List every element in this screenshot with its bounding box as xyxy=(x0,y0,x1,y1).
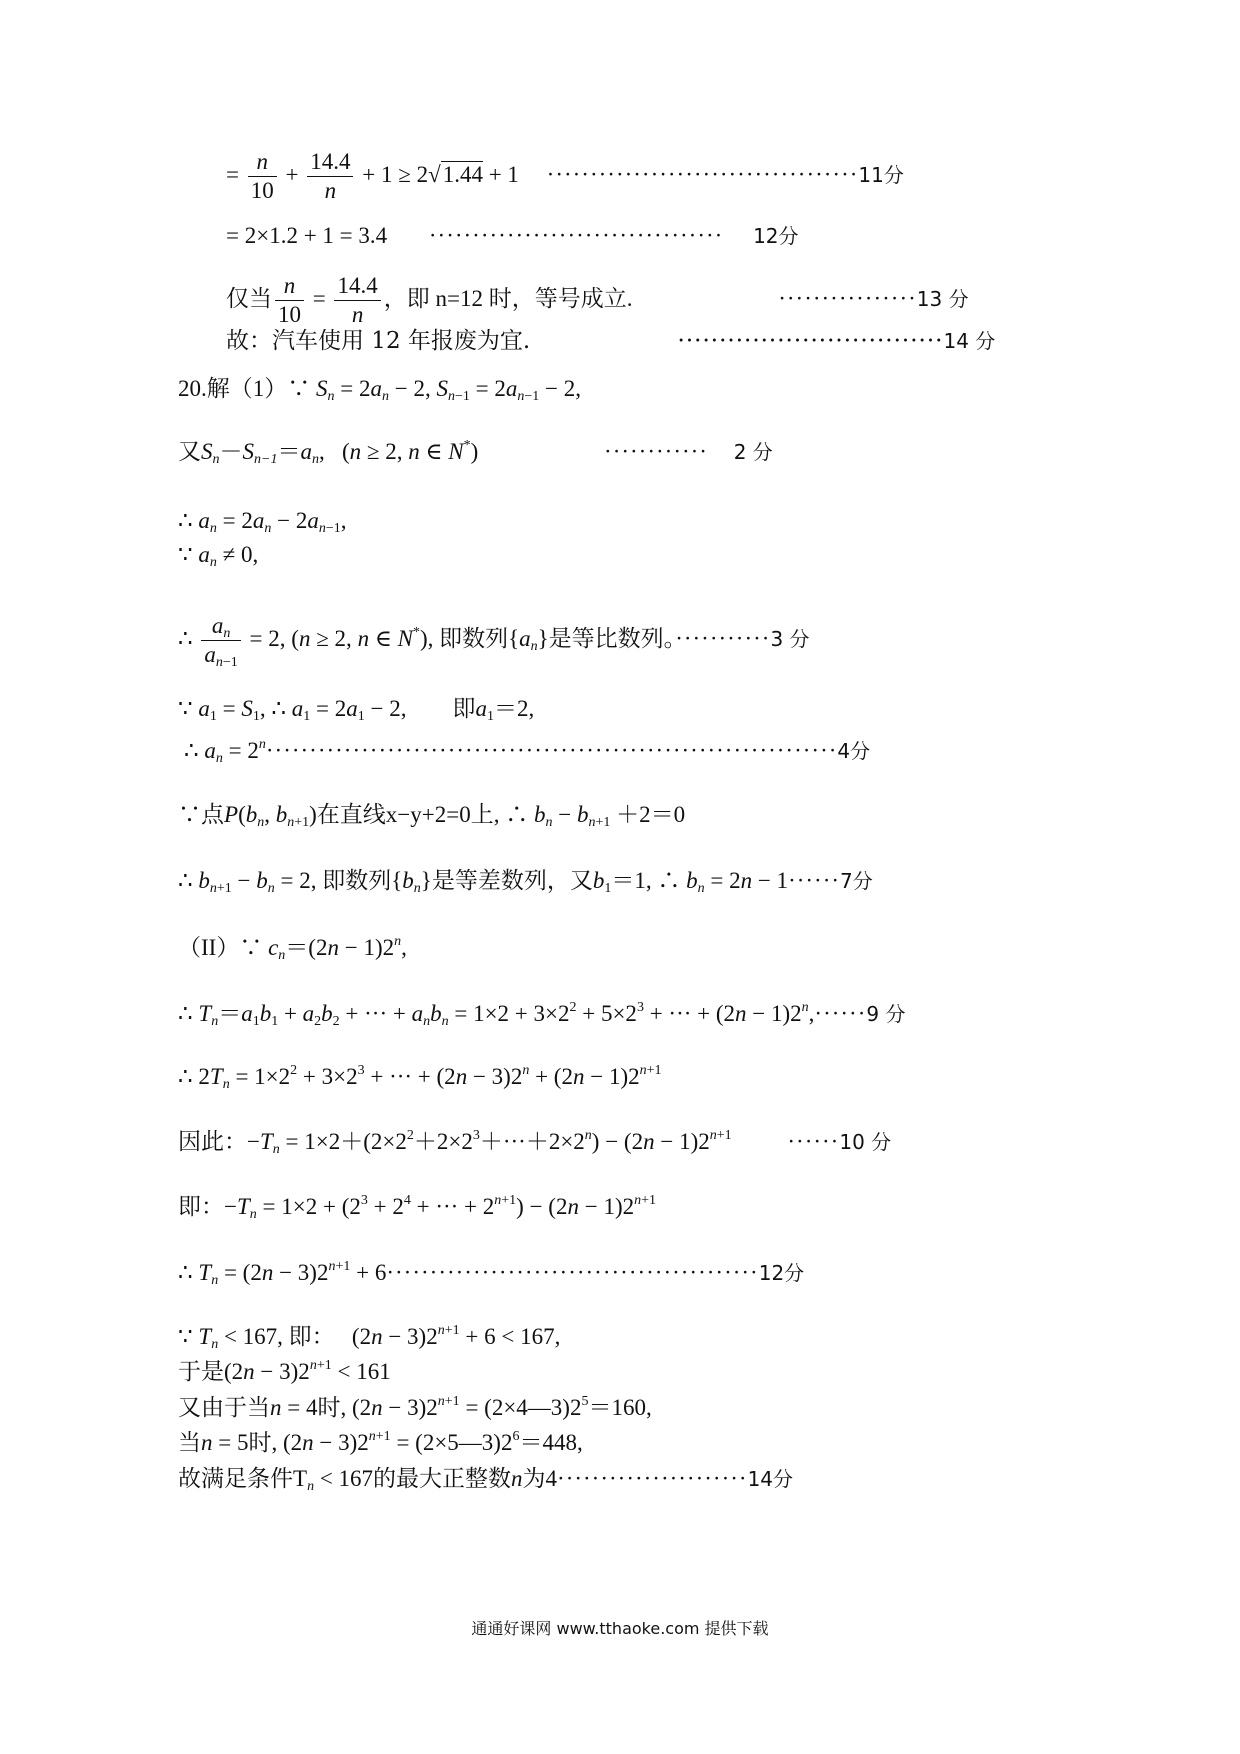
leader-dots: ································ xyxy=(677,328,944,354)
line-prefix: 仅当 xyxy=(226,285,272,311)
score-label: 14分 xyxy=(747,1467,794,1491)
score-label: 12分 xyxy=(753,224,799,248)
line-text: 故：汽车使用 12 年报废为宜. xyxy=(226,328,531,354)
solution-line-19: ∴ $T_n = (2n - 3)2^{n+1} + 6\cdot\cdot\cdot\cdot\cdot\cdot\cdot\cdot\cdot\cdot\cdot\cdot\cdot\cdot\cdot\cdot\cdot\cdot\cdot\cdot\cdot\cdot\cdot\cdot\cdot\cdot\cdot\cdot\cdot\cdot\cdot\cdot\cdot\cdot\cdot\cdot\cdot\cdot\cdot\cdot\cdot\cdot\cdot 12$分 xyxy=(178,1259,805,1288)
solution-line-24: 故满足条件$T_n < 167$的最大正整数n为4······················14分 xyxy=(178,1466,794,1494)
score-label: 14 分 xyxy=(943,329,996,353)
solution-line-16: ∴ $2T_n = 1\times 2^2 + 3\times 2^3$ + ··· + $(2n - 3)2^n + (2n - 1)2^{n+1}$ xyxy=(178,1063,662,1092)
score-label: 10 分 xyxy=(839,1130,892,1154)
score-label: 4分 xyxy=(837,739,871,763)
score-label: 12分 xyxy=(758,1261,805,1285)
leader-dots: ·································· xyxy=(428,223,724,248)
solution-line-17: 因此：$-T_n = 1\times 2+(2\times 2^2+2\times 2^3+\cdot\cdot\cdot+2\times 2^n) - (2n - 1)2^{n+1} \cdot\cdot\cdot\cdot\cdot\cdot 10$ 分 xyxy=(178,1128,892,1157)
leader-dots: ·································································· xyxy=(265,738,838,763)
solution-line-7: ∴ $a_n = 2a_n - 2a_{n-1}$, xyxy=(178,508,347,536)
solution-line-1: = $\frac{n}{10}$ + $\frac{14.4}{n}$ + 1 ≥ 2√1.44 + 1 ····································11分 xyxy=(226,149,904,203)
leader-dots: ······ xyxy=(787,1129,840,1154)
score-label: 3 分 xyxy=(770,626,810,651)
solution-line-12: ∵点$P(b_n$, $b_{n+1}$)在直线x−y+2=0上, ∴ $b_n - b_{n+1} +2=0$ xyxy=(178,802,686,830)
solution-line-5: 20.解（1）∵ $S_n = 2a_n - 2$, $S_{n-1} = 2a_{n-1} - 2$, xyxy=(178,376,581,404)
solution-line-3: 仅当 $\frac{n}{10}$ = $\frac{14.4}{n}$ ，即 n=12 时，等号成立. ················13 分 xyxy=(226,273,969,327)
leader-dots: ················ xyxy=(778,285,917,311)
solution-line-22: 又由于当n = 4时, $(2n - 3)2^{n+1}$ = $(2\times 4—3)2^5=160$, xyxy=(178,1394,652,1420)
score-label: 7分 xyxy=(840,869,873,893)
solution-line-21: 于是$(2n - 3)2^{n+1} < 161$ xyxy=(178,1358,391,1384)
solution-line-18: 即：$-T_n = 1\times 2 + (2^3 + 2^4$ + ··· + $2^{n+1}) - (2n - 1)2^{n+1}$ xyxy=(178,1193,657,1222)
leader-dots: ··········· xyxy=(675,625,771,651)
solution-line-9: ∴ $\frac{a_n}{a_{n-1}}$ = 2, (n ≥ 2, n ∈ N*), 即数列$\{a_n\}$是等比数列。···········3 分 xyxy=(178,613,810,670)
leader-dots: ············ xyxy=(604,439,708,464)
score-label: 11分 xyxy=(858,162,904,187)
leader-dots: ··········································· xyxy=(386,1260,759,1285)
solution-line-8: ∵ $a_n \ne 0$, xyxy=(178,542,259,570)
solution-line-15: ∴ $T_n=a_1b_1 + a_2b_2$ + ··· + $a_nb_n = 1\times 2 + 3\times 2^2 + 5\times 2^3$ + ··· + $(2n - 1)2^n,\cdot\cdot\cdot\cdot\cdot\cdot 9$ 分 xyxy=(178,1000,906,1029)
solution-line-14: （II）∵ $c_n=(2n - 1)2^n$, xyxy=(178,934,407,963)
solution-line-13: ∴ $b_{n+1} - b_n = 2$, 即数列$\{b_n\}$是等差数列，又$b_1=1$, ∴ $b_n = 2n - 1\cdot\cdot\cdot\cdot\cdot\cdot 7$分 xyxy=(178,868,873,896)
solution-line-23: 当n = 5时, $(2n - 3)2^{n+1}$ = $(2\times 5—3)2^6=448$, xyxy=(178,1429,583,1455)
solution-line-10: ∵ $a_1 = S_1$, ∴ $a_1 = 2a_1 - 2$, 即$a_1=2$, xyxy=(178,696,535,724)
solution-line-4 xyxy=(226,326,995,356)
score-label: 9 分 xyxy=(866,1002,906,1026)
leader-dots: ······ xyxy=(788,868,841,893)
score-label: 13 分 xyxy=(916,286,969,311)
leader-dots: ···································· xyxy=(546,161,859,187)
leader-dots: ······················ xyxy=(557,1466,748,1491)
solution-line-11: ∴ $a_n = 2^n\cdot\cdot\cdot\cdot\cdot\cdot\cdot\cdot\cdot\cdot\cdot\cdot\cdot\cdot\cdot\cdot\cdot\cdot\cdot\cdot\cdot\cdot\cdot\cdot\cdot\cdot\cdot\cdot\cdot\cdot\cdot\cdot\cdot\cdot\cdot\cdot\cdot\cdot\cdot\cdot\cdot\cdot\cdot\cdot\cdot\cdot\cdot\cdot\cdot\cdot\cdot\cdot\cdot\cdot\cdot\cdot\cdot\cdot\cdot\cdot\cdot\cdot\cdot\cdot\cdot\cdot 4$分 xyxy=(184,737,871,766)
page-footer: 通通好课网 www.tthaoke.com 提供下载 xyxy=(471,1619,769,1638)
leader-dots: ······ xyxy=(814,1001,867,1026)
score-label: 2 分 xyxy=(733,440,773,464)
line-suffix: ，即 n=12 时，等号成立. xyxy=(383,285,633,311)
solution-line-6: 又$S_n-S_{n-1}=a_n$, (n ≥ 2, n ∈ N*) ············ 2 分 xyxy=(178,438,773,467)
solution-line-2: = 2×1.2 + 1 = 3.4 ·································· 12分 xyxy=(226,223,799,248)
solution-line-20: ∵ $T_n < 167$, 即： $(2n - 3)2^{n+1} + 6 < 167$, xyxy=(178,1323,561,1352)
